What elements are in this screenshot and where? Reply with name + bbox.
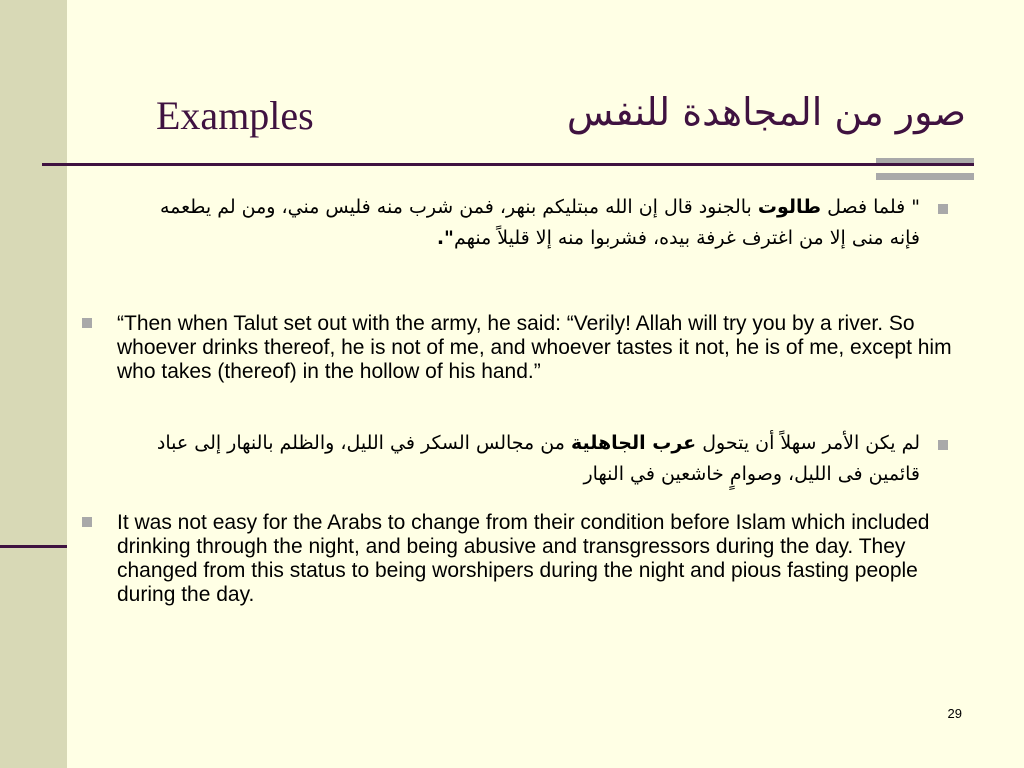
bullet-text-bold: طالوت: [757, 196, 822, 218]
bullet-arabic-quote: [130, 192, 920, 254]
bullet-square-icon: [82, 318, 92, 328]
bullet-text: بالجنود قال إن الله مبتليكم بنهر، فمن شرب منه فليس مني، ومن لم يطعمه فإنه منى إلا من اغترف غرفة بيده، فشربوا منه إلا قليلاً منهم: [159, 196, 920, 249]
bullet-square-icon: [938, 440, 948, 450]
slide-title-arabic: صور من المجاهدة للنفس: [566, 90, 966, 134]
bullet-arabic-statement: [130, 428, 920, 490]
slide-title-english: Examples: [156, 93, 314, 138]
bullet-english-explanation: It was not easy for the Arabs to change from their condition before Islam which included drinking through the night, and being abusive and transgressors during the day. They changed from this status to being worshipers during the night and pious fasting people during the day.: [117, 511, 930, 606]
page-number: 29: [947, 706, 962, 721]
bullet-english-translation: “Then when Talut set out with the army, he said: “Verily! Allah will try you by a river. So whoever drinks thereof, he is not of me, and whoever tastes it not, he is of me, except him who takes (thereof) in the hollow of his hand.”: [117, 312, 952, 383]
bullet-text-bold: ".: [436, 227, 454, 249]
bullet-text: لم يكن الأمر سهلاً أن يتحول: [696, 432, 920, 454]
bullet-text: من مجالس السكر في الليل، والظلم بالنهار إلى عباد قائمين فى الليل، وصوامٍ خاشعين في النهار: [156, 432, 920, 485]
bullet-text: " فلما فصل: [821, 196, 920, 218]
bullet-square-icon: [938, 204, 948, 214]
bullet-square-icon: [82, 517, 92, 527]
bullet-text-bold: عرب الجاهلية: [570, 432, 697, 454]
